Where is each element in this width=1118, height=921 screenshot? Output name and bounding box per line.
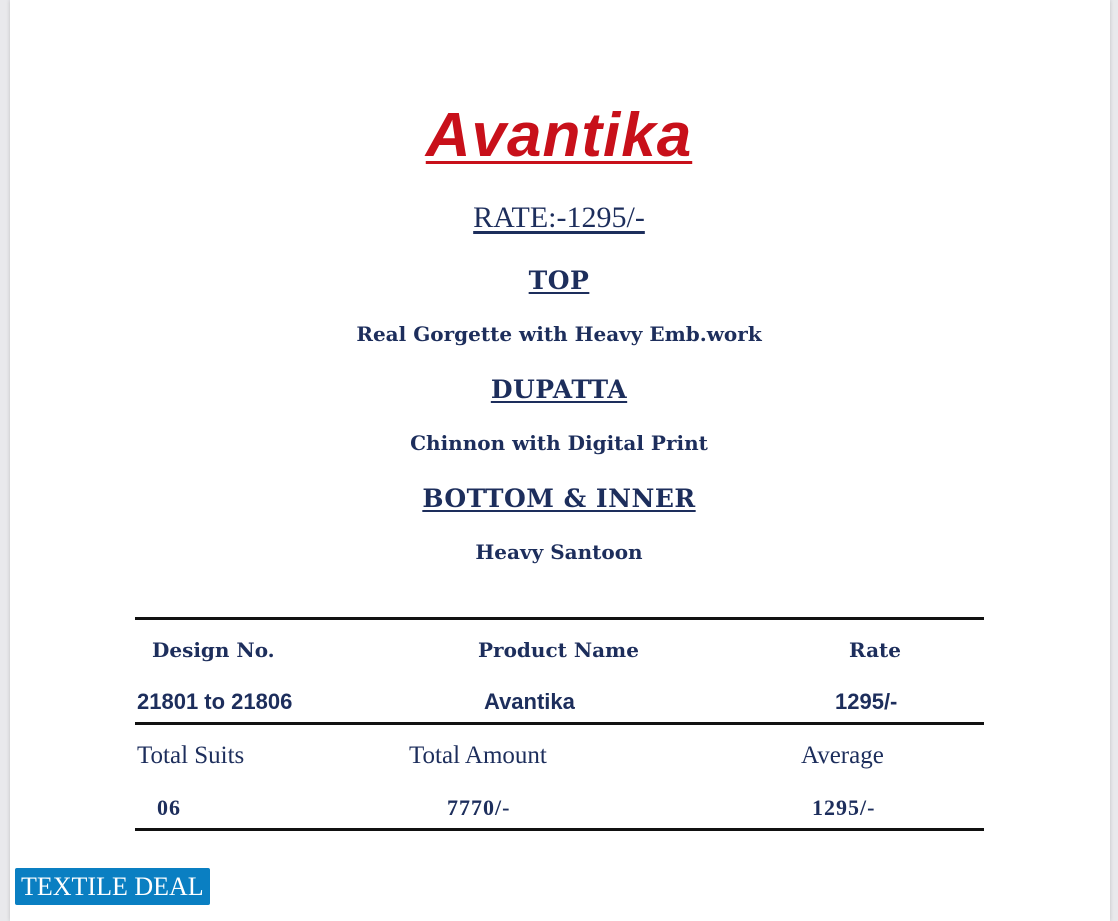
watermark-label: TEXTILE DEAL	[15, 868, 210, 905]
table-top-rule	[135, 617, 984, 620]
table-middle-rule	[135, 722, 984, 725]
section-heading-dupatta: DUPATTA	[490, 375, 628, 404]
table-bottom-rule	[135, 828, 984, 831]
section-description-dupatta: Chinnon with Digital Print	[410, 431, 708, 455]
value-total-amount: 7770/-	[447, 795, 511, 820]
section-description-bottom-inner: Heavy Santoon	[475, 540, 643, 564]
cell-product-name: Avantika	[484, 689, 575, 714]
rate-line: RATE:-1295/-	[473, 201, 645, 234]
cell-rate: 1295/-	[835, 689, 898, 714]
header-total-amount: Total Amount	[409, 742, 547, 769]
header-design-no: Design No.	[152, 638, 275, 662]
value-total-suits: 06	[157, 795, 181, 820]
section-heading-bottom-inner: BOTTOM & INNER	[422, 484, 696, 513]
section-description-top: Real Gorgette with Heavy Emb.work	[356, 322, 762, 346]
header-average: Average	[801, 742, 884, 769]
section-heading-top: TOP	[528, 266, 590, 295]
value-average: 1295/-	[812, 795, 876, 820]
header-total-suits: Total Suits	[137, 742, 245, 769]
brand-title: Avantika	[425, 101, 693, 170]
cell-design-no: 21801 to 21806	[137, 689, 293, 714]
header-product-name: Product Name	[478, 638, 639, 662]
header-rate: Rate	[849, 638, 902, 662]
